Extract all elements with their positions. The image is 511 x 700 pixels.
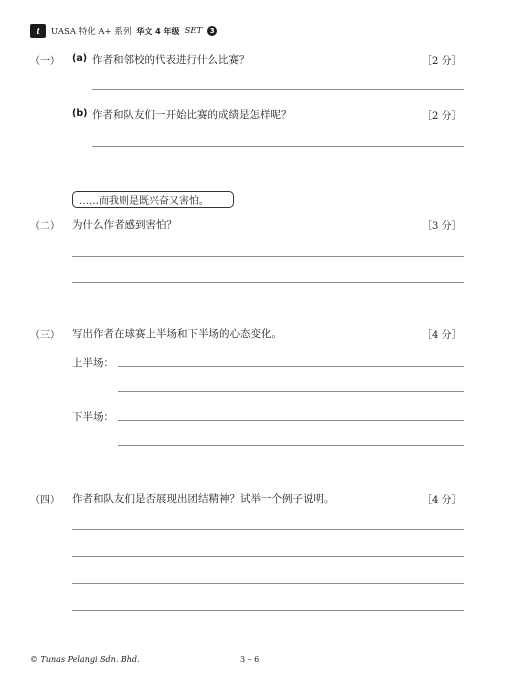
- set-number-badge: 3: [207, 26, 217, 36]
- question-2-text: 为什么作者感到害怕？: [72, 219, 177, 231]
- question-1a-text: 作者和邻校的代表进行什么比赛？: [92, 54, 250, 66]
- question-4-text: 作者和队友们是否展现出团结精神？试举一个例子说明。: [72, 493, 335, 505]
- second-half-label: 下半场：: [72, 411, 114, 423]
- answer-line[interactable]: [118, 445, 464, 446]
- answer-line[interactable]: [118, 420, 464, 421]
- subject-label: 华文 4 年级: [136, 26, 180, 36]
- question-1a-marks: ［2 分］: [422, 56, 462, 67]
- question-3-number: （三）: [30, 330, 60, 341]
- answer-line[interactable]: [72, 583, 464, 584]
- question-1a-label: (a): [72, 53, 88, 64]
- answer-line[interactable]: [72, 282, 464, 283]
- first-half-label: 上半场：: [72, 357, 114, 369]
- answer-line[interactable]: [72, 256, 464, 257]
- question-3-text: 写出作者在球赛上半场和下半场的心态变化。: [72, 328, 282, 340]
- answer-line[interactable]: [72, 529, 464, 530]
- quote-text: ……而我则是既兴奋又害怕。: [79, 196, 209, 207]
- set-label: SET: [184, 26, 203, 36]
- answer-line[interactable]: [72, 610, 464, 611]
- question-1-number: （一）: [30, 56, 60, 67]
- answer-line[interactable]: [72, 556, 464, 557]
- question-1b-label: (b): [72, 108, 88, 119]
- question-1b-text: 作者和队友们一开始比赛的成绩是怎样呢？: [92, 109, 292, 121]
- answer-line[interactable]: [92, 146, 464, 147]
- series-title: UASA 特化 A+ 系列: [51, 27, 132, 37]
- question-2-marks: ［3 分］: [422, 221, 462, 232]
- page-header: [30, 24, 217, 38]
- answer-line[interactable]: [118, 366, 464, 367]
- publisher-logo: t: [30, 24, 46, 38]
- answer-line[interactable]: [92, 89, 464, 90]
- question-4-marks: ［4 分］: [422, 495, 462, 506]
- question-2-number: （二）: [30, 221, 60, 232]
- quote-box: [72, 191, 234, 208]
- copyright-notice: © Tunas Pelangi Sdn. Bhd.: [30, 655, 140, 664]
- question-1b-marks: ［2 分］: [422, 111, 462, 122]
- question-3-marks: ［4 分］: [422, 330, 462, 341]
- answer-line[interactable]: [118, 391, 464, 392]
- page-number: 3 – 6: [240, 655, 260, 664]
- question-4-number: （四）: [30, 495, 60, 506]
